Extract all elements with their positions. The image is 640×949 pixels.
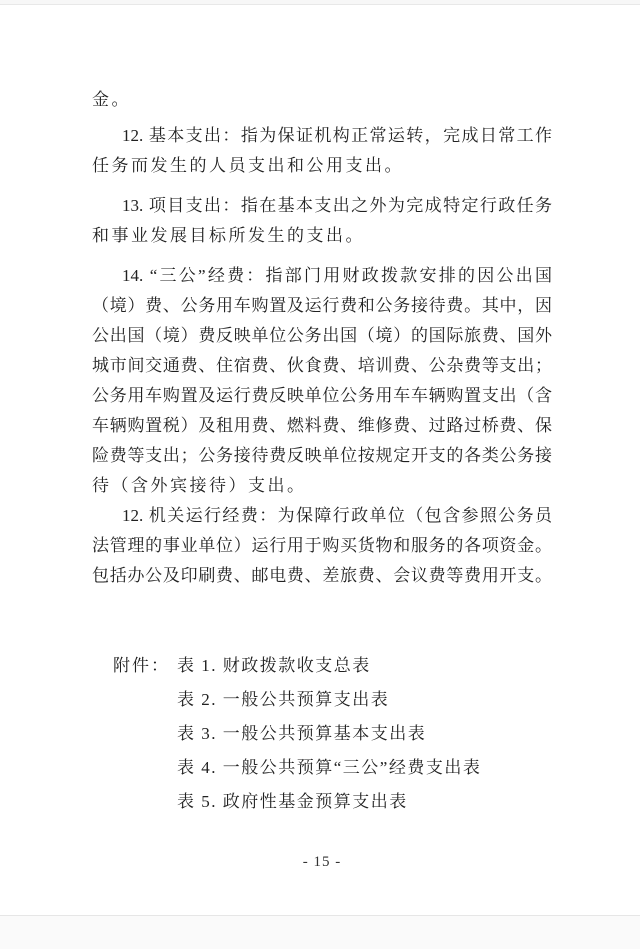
text-line: 13. 项目支出：指在基本支出之外为完成特定行政任务: [122, 196, 552, 215]
attachment-list: [177, 649, 552, 819]
text-line: 12. 机关运行经费：为保障行政单位（包含参照公务员: [122, 506, 552, 525]
attachment-label: 附件：: [113, 656, 170, 675]
text-line: 法管理的事业单位）运行用于购买货物和服务的各项资金。: [92, 536, 552, 555]
text-line: 待（含外宾接待）支出。: [92, 476, 307, 495]
text-line: 公出国（境）费反映单位公务出国（境）的国际旅费、国外: [92, 326, 552, 345]
attachment-item: 表 3. 一般公共预算基本支出表: [177, 724, 427, 743]
text-line: 任务而发生的人员支出和公用支出。: [92, 156, 404, 175]
document-page: [0, 5, 640, 915]
text-line: 车辆购置税）及租用费、燃料费、维修费、过路过桥费、保: [92, 416, 552, 435]
text-line: 包括办公及印刷费、邮电费、差旅费、会议费等费用开支。: [92, 566, 552, 585]
text-line: 公务用车购置及运行费反映单位公务用车车辆购置支出（含: [92, 386, 552, 405]
attachment-item: 表 1. 财政拨款收支总表: [177, 656, 371, 675]
attachment-item: 表 4. 一般公共预算“三公”经费支出表: [177, 758, 482, 777]
text-line: （境）费、公务用车购置及运行费和公务接待费。其中，因: [92, 296, 552, 315]
page-bottom-edge: [0, 915, 640, 949]
attachment-section: [92, 649, 552, 819]
text-line: 14. “三公”经费：指部门用财政拨款安排的因公出国: [122, 266, 552, 285]
text-line: 城市间交通费、住宿费、伙食费、培训费、公杂费等支出；: [92, 356, 552, 375]
text-line: 金。: [92, 90, 131, 109]
body-text: [92, 85, 552, 591]
text-line: 和事业发展目标所发生的支出。: [92, 226, 365, 245]
page-number: - 15 -: [302, 854, 342, 870]
text-line: 险费等支出；公务接待费反映单位按规定开支的各类公务接: [92, 446, 552, 465]
attachment-item: 表 2. 一般公共预算支出表: [177, 690, 390, 709]
attachment-item: 表 5. 政府性基金预算支出表: [177, 792, 408, 811]
text-line: 12. 基本支出：指为保证机构正常运转，完成日常工作: [122, 126, 552, 145]
